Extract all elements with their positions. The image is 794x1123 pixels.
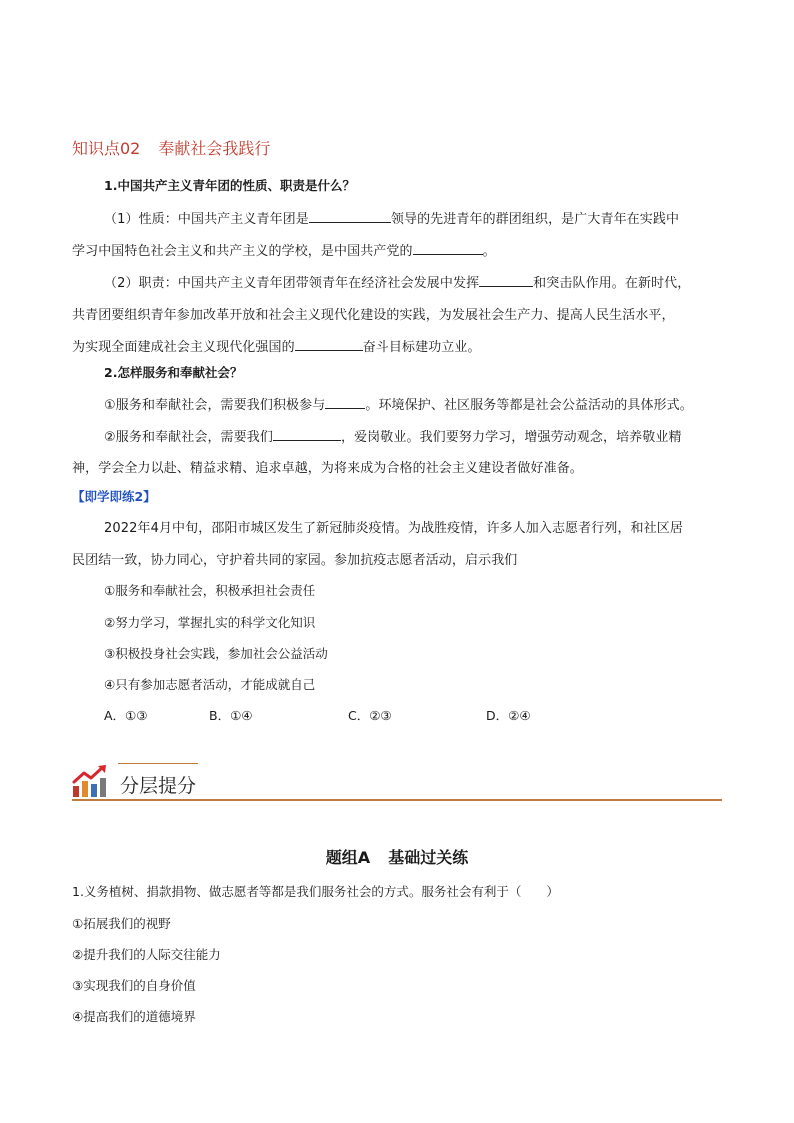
banner-title: 分层提分	[120, 775, 197, 797]
q1-paragraph-2-line-2: 共青团要组织青年参加改革开放和社会主义现代化建设的实践，为发展社会生产力、提高人民生活水平，	[72, 308, 675, 323]
group-subtitle: 基础过关练	[388, 848, 469, 867]
section-title: 奉献社会我践行	[158, 139, 271, 158]
exercise-option: ③实现我们的自身价值	[72, 978, 196, 993]
practice-stem-line-1: 2022年4月中旬，邵阳市城区发生了新冠肺炎疫情。为战胜疫情，许多人加入志愿者行列，和社区居	[104, 521, 683, 536]
fill-blank[interactable]	[295, 338, 363, 351]
banner-divider	[72, 799, 722, 801]
q2-paragraph-2-line-2: 神，学会全力以赴、精益求精、追求卓越，为将来成为合格的社会主义建设者做好准备。	[72, 461, 583, 476]
fill-blank[interactable]	[273, 428, 341, 441]
q1-paragraph-2-line-3: 为实现全面建成社会主义现代化强国的 奋斗目标建功立业。	[72, 340, 481, 355]
q2-paragraph-2-line-1: ②服务和奉献社会，需要我们 ，爱岗敬业。我们要努力学习，增强劳动观念，培养敬业精	[104, 430, 682, 445]
practice-option: ④只有参加志愿者活动，才能成就自己	[104, 677, 316, 692]
fill-blank[interactable]	[325, 396, 365, 409]
q1-paragraph-1-line-2: 学习中国特色社会主义和共产主义的学校，是中国共产党的 。	[72, 244, 496, 259]
practice-option: ③积极投身社会实践，参加社会公益活动	[104, 646, 328, 661]
practice-option: ②努力学习，掌握扎实的科学文化知识	[104, 615, 316, 630]
exercise-stem: 1.义务植树、捐款捐物、做志愿者等都是我们服务社会的方式。服务社会有利于（ ）	[72, 884, 559, 899]
question-heading-2: 2.怎样服务和奉献社会？	[104, 365, 243, 380]
practice-stem-line-2: 民团结一致，协力同心，守护着共同的家园。参加抗疫志愿者活动，启示我们	[72, 553, 518, 568]
answer-choice-b[interactable]: B．①④	[209, 708, 253, 723]
exercise-option: ④提高我们的道德境界	[72, 1009, 196, 1024]
group-label: 题组A	[325, 848, 371, 867]
practice-option: ①服务和奉献社会，积极承担社会责任	[104, 583, 316, 598]
exercise-option: ①拓展我们的视野	[72, 916, 171, 931]
fill-blank[interactable]	[479, 274, 533, 287]
bar-chart-arrow-icon	[72, 764, 112, 798]
q1-paragraph-2-line-1: （2）职责：中国共产主义青年团带领青年在经济社会发展中发挥 和突击队作用。在新时代，	[104, 276, 691, 291]
practice-tag: 【即学即练2】	[72, 489, 156, 504]
q2-paragraph-1: ①服务和奉献社会，需要我们积极参与 。环境保护、社区服务等都是社会公益活动的具体形式。	[104, 398, 693, 413]
question-heading-1: 1.中国共产主义青年团的性质、职责是什么？	[104, 178, 355, 193]
answer-choice-d[interactable]: D．②④	[486, 708, 531, 723]
exercise-option: ②提升我们的人际交往能力	[72, 947, 221, 962]
section-heading	[72, 136, 270, 159]
answer-choice-c[interactable]: C．②③	[348, 708, 392, 723]
fill-blank[interactable]	[413, 242, 483, 255]
group-title	[0, 845, 794, 868]
q1-paragraph-1-line-1: （1）性质：中国共产主义青年团是 领导的先进青年的群团组织，是广大青年在实践中	[104, 212, 680, 227]
answer-choice-a[interactable]: A．①③	[104, 708, 148, 723]
section-number: 知识点02	[72, 139, 141, 158]
banner-top-rule	[118, 763, 198, 764]
fill-blank[interactable]	[309, 210, 391, 223]
